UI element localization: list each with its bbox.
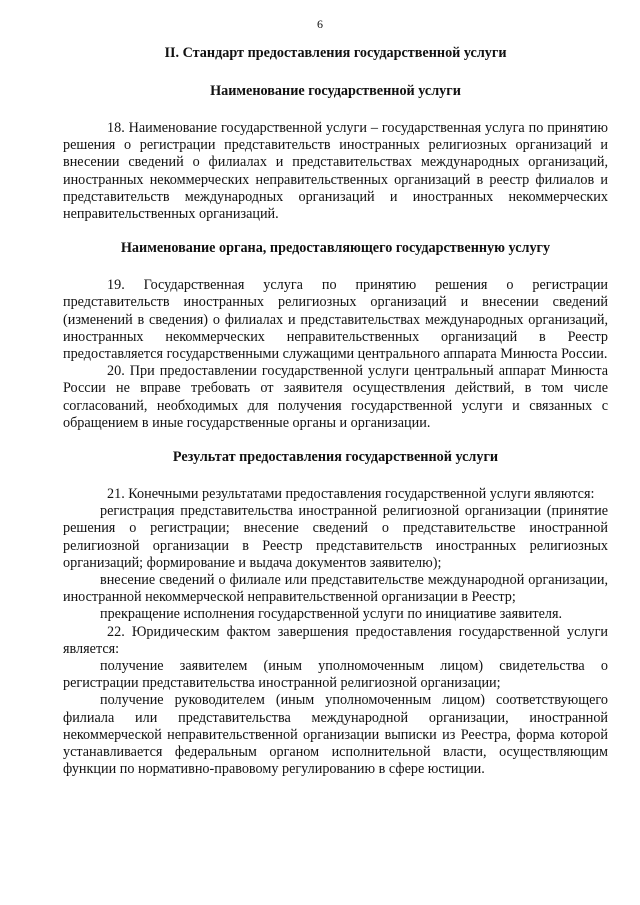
paragraph-20: 20. При предоставлении государственной услуги центральный аппарат Минюста России не вправе требовать от заявителя осуществления действий, в том числе согласований, необходимых для получения государственной услуги и связанных с обращением в иные государственные органы и организации. bbox=[63, 363, 608, 431]
list-item: регистрация представительства иностранной религиозной организации (принятие решения о регистрации; внесение сведений о представительстве иностранной религиозной организации в Реестр представительств иностранных религиозных организаций; формирование и выдача документов заявителю); bbox=[63, 503, 608, 571]
paragraph-22: 22. Юридическим фактом завершения предоставления государственной услуги является: bbox=[63, 623, 608, 657]
section-service-result bbox=[63, 448, 608, 778]
chapter-title: II. Стандарт предоставления государственной услуги bbox=[164, 45, 507, 61]
section-providing-authority bbox=[63, 239, 608, 432]
paragraph-21: 21. Конечными результатами предоставления государственной услуги являются: bbox=[107, 486, 595, 503]
document-content bbox=[63, 44, 608, 795]
page-number: 6 bbox=[317, 17, 323, 31]
paragraph-19: 19. Государственная услуга по принятию решения о регистрации представительств иностранных религиозных организаций и внесении сведений (изменений в сведения) о филиалах и представительствах международных организаций, иностранных некоммерческих неправительственных организаций в Реестр предоставляется государственными служащими центрального аппарата Минюста России. bbox=[63, 277, 608, 363]
section-heading: Наименование государственной услуги bbox=[210, 83, 461, 99]
list-item: получение заявителем (иным уполномоченным лицом) свидетельства о регистрации представительства иностранной религиозной организации; bbox=[63, 658, 608, 692]
section-heading: Результат предоставления государственной услуги bbox=[172, 449, 499, 466]
list-item: получение руководителем (иным уполномоченным лицом) соответствующего филиала или представительства международной организации, иностранной некоммерческой неправительственной организации выписки из Реестра, форма которой устанавливается федеральным органом исполнительной власти, осуществляющим функции по нормативно-правовому регулированию в сфере юстиции. bbox=[63, 692, 608, 778]
list-item: внесение сведений о филиале или представительстве международной организации, иностранной некоммерческой неправительственной организации в Реестр; bbox=[63, 572, 608, 606]
list-item: прекращение исполнения государственной услуги по инициативе заявителя. bbox=[100, 606, 563, 623]
section-heading: Наименование органа, предоставляющего государственную услугу bbox=[120, 240, 551, 257]
paragraph-18: 18. Наименование государственной услуги – государственная услуга по принятию решения о регистрации представительств иностранных религиозных организаций и внесении сведений о филиалах и представительствах международных организаций, иностранных некоммерческих неправительственных организаций в реестр филиалов и представительств международных организаций и иностранных некоммерческих неправительственных организаций. bbox=[63, 120, 608, 223]
section-service-name bbox=[63, 82, 608, 223]
